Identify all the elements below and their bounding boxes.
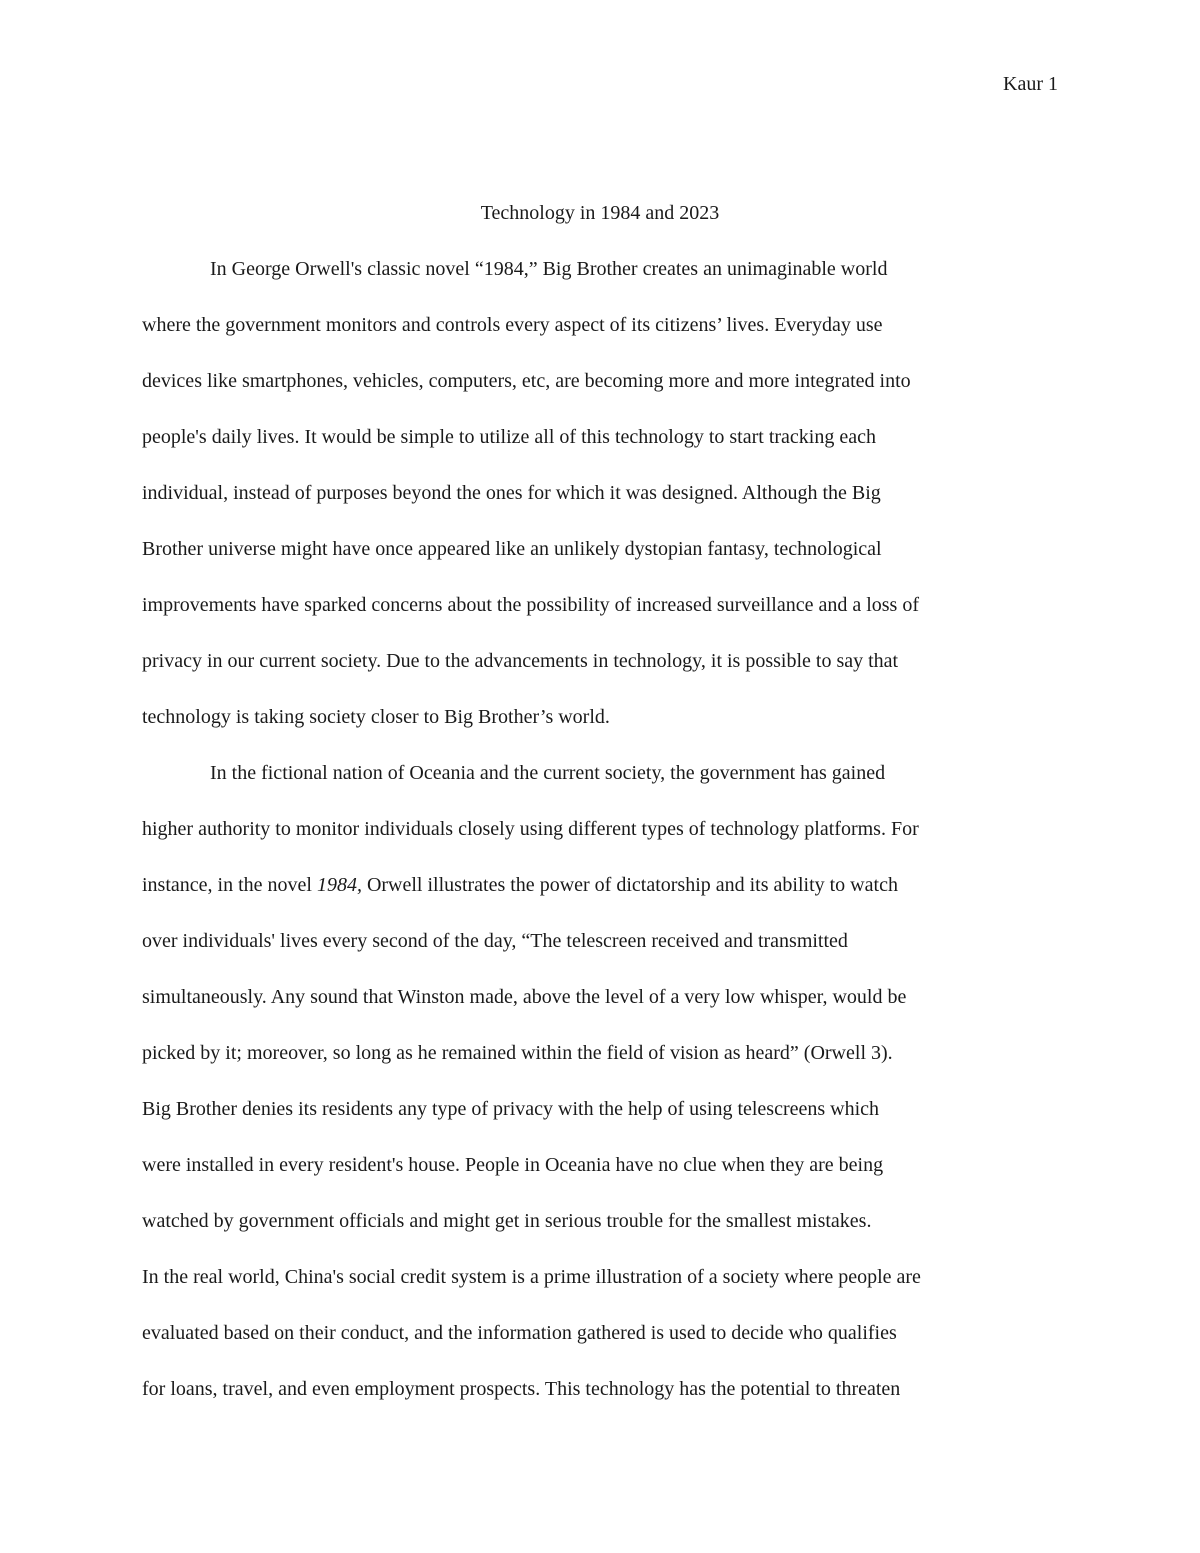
line-text: instance, in the novel [142,874,317,896]
paragraph-2-line: picked by it; moreover, so long as he remained within the field of vision as heard” (Orwell 3). [142,1042,893,1064]
essay-title: Technology in 1984 and 2023 [480,202,720,224]
paragraph-2-line: over individuals' lives every second of the day, “The telescreen received and transmitted [142,930,848,952]
paragraph-2-line: higher authority to monitor individuals closely using different types of technology platforms. For [142,818,919,840]
line-text: Orwell illustrates the power of dictatorship and its ability to watch [361,874,898,896]
paragraph-1-line: improvements have sparked concerns about the possibility of increased surveillance and a loss of [142,594,919,616]
novel-title-italic: 1984, [316,874,362,896]
paragraph-2-line: simultaneously. Any sound that Winston made, above the level of a very low whisper, would be [142,986,907,1008]
paragraph-2-line: Big Brother denies its residents any type of privacy with the help of using telescreens which [142,1098,880,1120]
paragraph-1-line: individual, instead of purposes beyond the ones for which it was designed. Although the Big [142,482,881,504]
running-head: Kaur 1 [1003,73,1058,95]
paragraph-1-line: privacy in our current society. Due to the advancements in technology, it is possible to say that [142,650,899,672]
paragraph-1-line: people's daily lives. It would be simple to utilize all of this technology to start tracking each [142,426,876,448]
paragraph-3-line: evaluated based on their conduct, and the information gathered is used to decide who qualifies [142,1322,897,1344]
paragraph-2-line: watched by government officials and might get in serious trouble for the smallest mistakes. [142,1210,872,1232]
paragraph-1-line: In George Orwell's classic novel “1984,” Big Brother creates an unimaginable world [210,258,888,280]
paragraph-1-line: where the government monitors and controls every aspect of its citizens’ lives. Everyday use [142,314,883,336]
paragraph-1-line: Brother universe might have once appeared like an unlikely dystopian fantasy, technological [142,538,882,560]
paragraph-3-line: In the real world, China's social credit system is a prime illustration of a society where people are [142,1266,921,1288]
paragraph-2-line [142,871,898,899]
paragraph-1-line: devices like smartphones, vehicles, computers, etc, are becoming more and more integrated into [142,370,911,392]
paragraph-2-line: In the fictional nation of Oceania and the current society, the government has gained [210,762,886,784]
paragraph-2-line: were installed in every resident's house. People in Oceania have no clue when they are being [142,1154,884,1176]
paragraph-3-line: for loans, travel, and even employment prospects. This technology has the potential to threaten [142,1378,901,1400]
paragraph-1-line: technology is taking society closer to Big Brother’s world. [142,706,610,728]
